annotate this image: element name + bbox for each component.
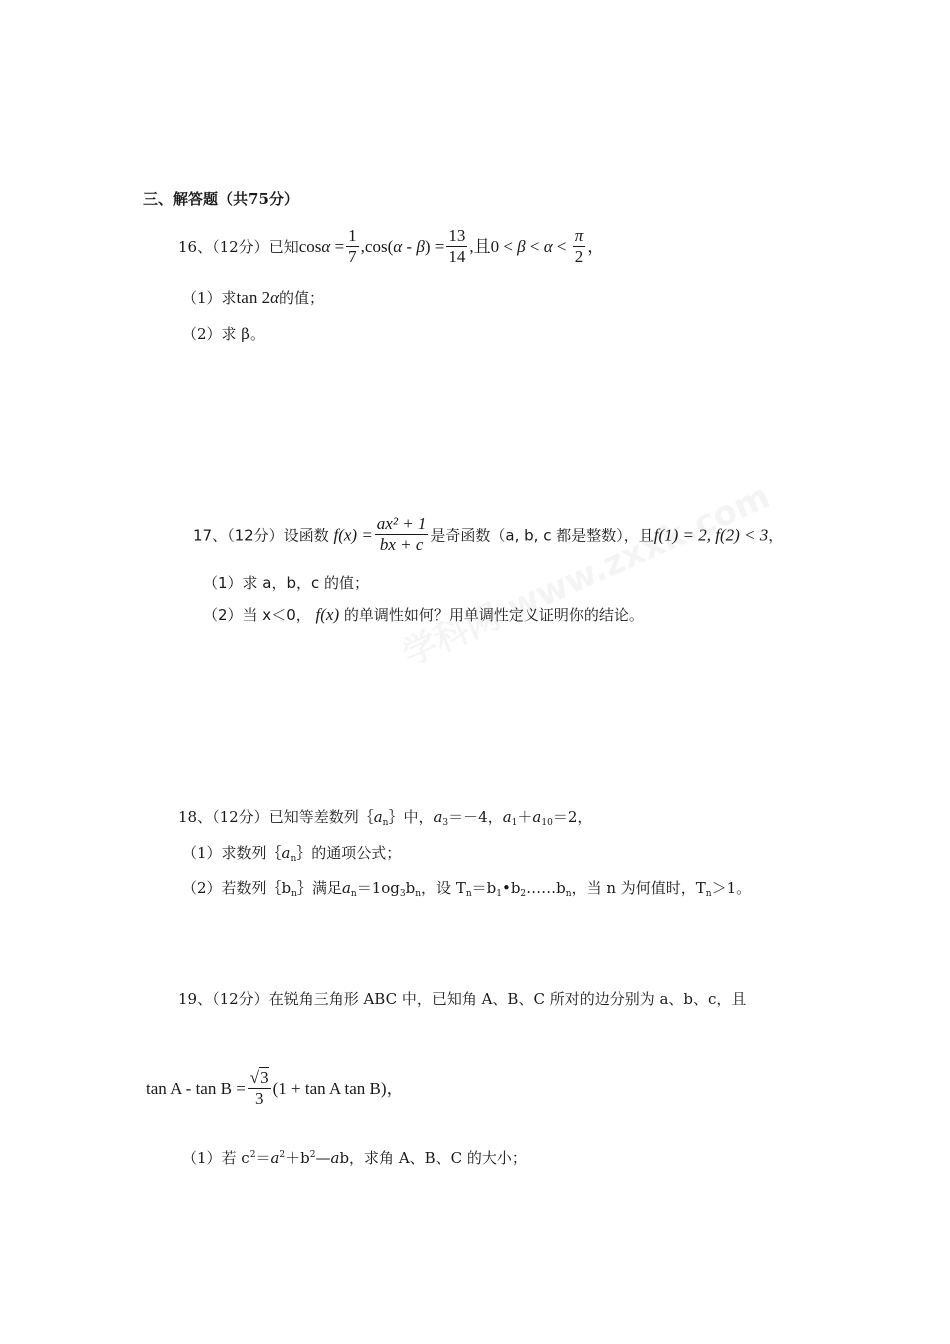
q18-number: 18、 xyxy=(178,808,213,826)
q19-fraction xyxy=(248,1068,271,1108)
q18-p2-an: a xyxy=(341,879,351,897)
q17-end: ， xyxy=(768,526,784,545)
q17-text-2: 是奇函数（a, b, c 都是整数），且 xyxy=(430,526,654,545)
q18-points: （12分） xyxy=(212,808,269,826)
q18-part-1 xyxy=(182,842,401,864)
q16-cos2: cos( xyxy=(364,236,394,256)
q16-p1-alpha: α xyxy=(270,288,280,307)
q16-alpha-2: α xyxy=(393,236,403,256)
q18-p2-sub-n4: n xyxy=(465,889,472,899)
q19-text: 在锐角三角形 ABC 中，已知角 A、B、C 所对的边分别为 a、b、c，且 xyxy=(268,990,747,1008)
q18-p2-sub-n6: n xyxy=(705,889,712,899)
q16-lt-2: < xyxy=(552,236,571,256)
q18-p1-sub-n: n xyxy=(290,854,297,864)
q18-p1-a: a xyxy=(281,844,291,862)
q16-part-1 xyxy=(182,287,324,308)
q18-p2-sub-2: 2 xyxy=(520,889,527,899)
q18-a1: a xyxy=(502,808,512,826)
q19-eq-right: (1 + tan A tan B) xyxy=(272,1078,387,1098)
q17-numerator: ax² + 1 xyxy=(376,514,427,533)
q19-sqrt: √3 xyxy=(249,1068,269,1087)
q19-number: 19、 xyxy=(178,990,213,1008)
q19-p1-a: （1）若 c xyxy=(182,1149,250,1167)
q16-pi: π xyxy=(574,226,584,245)
q16-eq: = xyxy=(334,236,345,256)
q17-fraction xyxy=(375,514,429,554)
q17-number: 17、 xyxy=(193,526,228,545)
question-18 xyxy=(178,806,592,828)
q19-p1-b: ＝ xyxy=(255,1149,271,1167)
q17-p2-prefix: （2）当 x＜0， xyxy=(203,606,311,624)
q19-den-3: 3 xyxy=(248,1088,271,1109)
q17-p1-text: （1）求 a，b，c 的值； xyxy=(203,574,370,592)
q16-alpha: α xyxy=(321,236,331,256)
q16-part-2 xyxy=(182,323,265,344)
q17-p2-fx: f(x) xyxy=(315,605,340,624)
q16-f2-den: 14 xyxy=(448,246,466,266)
q16-fraction-3 xyxy=(573,226,586,266)
q16-comma: , xyxy=(360,236,365,256)
q18-p2-sub-n1: n xyxy=(291,889,297,899)
q18-plus: ＋ xyxy=(517,808,533,826)
q17-fx: f(x) = xyxy=(333,525,373,545)
q18-p1-prefix: （1）求数列｛ xyxy=(182,844,282,862)
q18-sub-1: 1 xyxy=(511,818,518,828)
q18-eq1: ＝－4， xyxy=(448,808,503,826)
q16-p2-text: （2）求 β。 xyxy=(182,325,265,343)
q18-p1-suffix: ｝的通项公式； xyxy=(296,844,402,862)
q18-p2-d: b xyxy=(405,879,416,897)
q19-p1-e: b，求角 A、B、C 的大小； xyxy=(339,1149,527,1167)
q19-equation xyxy=(146,1070,404,1110)
q18-eq2: ＝2， xyxy=(552,808,593,826)
q18-p2-c: ＝1og xyxy=(356,879,400,897)
q18-part-2 xyxy=(182,877,751,899)
q16-alpha-3: α xyxy=(543,236,553,256)
q18-text-2: ｝中， xyxy=(388,808,434,826)
section-title xyxy=(143,188,299,209)
q16-fraction-2 xyxy=(446,226,467,266)
q18-p2-e: ，设 T xyxy=(421,879,466,897)
q17-condition: f(1) = 2, f(2) < 3 xyxy=(653,525,769,545)
q18-p2-i: ，当 n 为何值时，T xyxy=(571,879,706,897)
q17-text: 设函数 xyxy=(283,526,329,545)
q18-a: a xyxy=(373,808,383,826)
q18-a10: a xyxy=(532,808,542,826)
q16-p1-prefix: （1）求 xyxy=(182,289,237,307)
q16-number: 16、 xyxy=(178,237,213,256)
q16-minus: - xyxy=(402,236,417,256)
q19-sqrt-3: 3 xyxy=(260,1068,269,1087)
q16-beta: β xyxy=(416,236,425,256)
section-title-text: 三、解答题（共75分） xyxy=(143,190,299,208)
q19-a: a xyxy=(270,1149,280,1167)
q18-p2-b: ｝满足 xyxy=(296,879,342,897)
question-19 xyxy=(178,988,746,1009)
q18-p2-sub-n5: n xyxy=(565,889,572,899)
q19-part-1 xyxy=(182,1147,527,1168)
q18-text: 已知等差数列｛ xyxy=(268,808,374,826)
q19-eq-end: ， xyxy=(386,1078,404,1098)
question-17 xyxy=(193,516,783,556)
q18-a-sub-n: n xyxy=(382,818,389,828)
q19-sup-b2: 2 xyxy=(309,1150,316,1160)
q16-eq-2: = xyxy=(434,236,445,256)
q16-end: ， xyxy=(587,236,605,256)
q16-f1-num: 1 xyxy=(348,226,357,245)
q19-sup-a2: 2 xyxy=(279,1150,286,1160)
q18-sub-10: 10 xyxy=(541,818,553,828)
q16-beta-2: β xyxy=(517,236,526,256)
q16-p1-tan: tan 2 xyxy=(236,288,271,307)
q16-fraction-1 xyxy=(346,226,359,266)
q19-sup-c2: 2 xyxy=(249,1150,256,1160)
q17-points: （12分） xyxy=(227,526,284,545)
q18-p2-a: （2）若数列｛b xyxy=(182,879,292,897)
watermark xyxy=(394,460,826,740)
question-16 xyxy=(178,228,604,268)
q18-p2-f: ＝b xyxy=(471,879,497,897)
q18-p2-h: ……b xyxy=(526,879,566,897)
q16-lt: < xyxy=(525,236,544,256)
q16-two: 2 xyxy=(573,246,586,267)
q16-cos: cos xyxy=(298,236,322,256)
q18-p2-j: ＞1。 xyxy=(711,879,752,897)
q17-denominator: bx + c xyxy=(375,534,429,555)
q16-f1-den: 7 xyxy=(348,246,357,266)
q18-p2-sub-3: 3 xyxy=(399,889,406,899)
q18-a3: a xyxy=(433,808,443,826)
q17-part-1 xyxy=(203,572,369,593)
q17-p2-suffix: 的单调性如何？用单调性定义证明你的结论。 xyxy=(343,606,644,624)
q16-close-paren: ) xyxy=(424,236,431,256)
q18-p2-sub-n2: n xyxy=(350,889,357,899)
q18-p2-g: •b xyxy=(501,879,521,897)
q16-p1-suffix: 的值； xyxy=(279,289,325,307)
q16-zero-lt: 0 < xyxy=(490,236,518,256)
q16-text: 已知 xyxy=(268,237,299,256)
q17-part-2 xyxy=(203,604,644,625)
q16-points: （12分） xyxy=(212,237,269,256)
q19-a-2: a xyxy=(330,1149,340,1167)
q18-p2-sub-1: 1 xyxy=(496,889,502,899)
q16-f2-num: 13 xyxy=(448,226,466,245)
q19-p1-c: ＋b xyxy=(285,1149,310,1167)
q19-points: （12分） xyxy=(212,990,269,1008)
q18-sub-3: 3 xyxy=(442,818,449,828)
q19-p1-d: — xyxy=(315,1149,331,1167)
q18-p2-sub-n3: n xyxy=(415,889,422,899)
q16-and: ,且 xyxy=(469,236,491,256)
q19-eq-left: tan A - tan B = xyxy=(146,1078,246,1098)
